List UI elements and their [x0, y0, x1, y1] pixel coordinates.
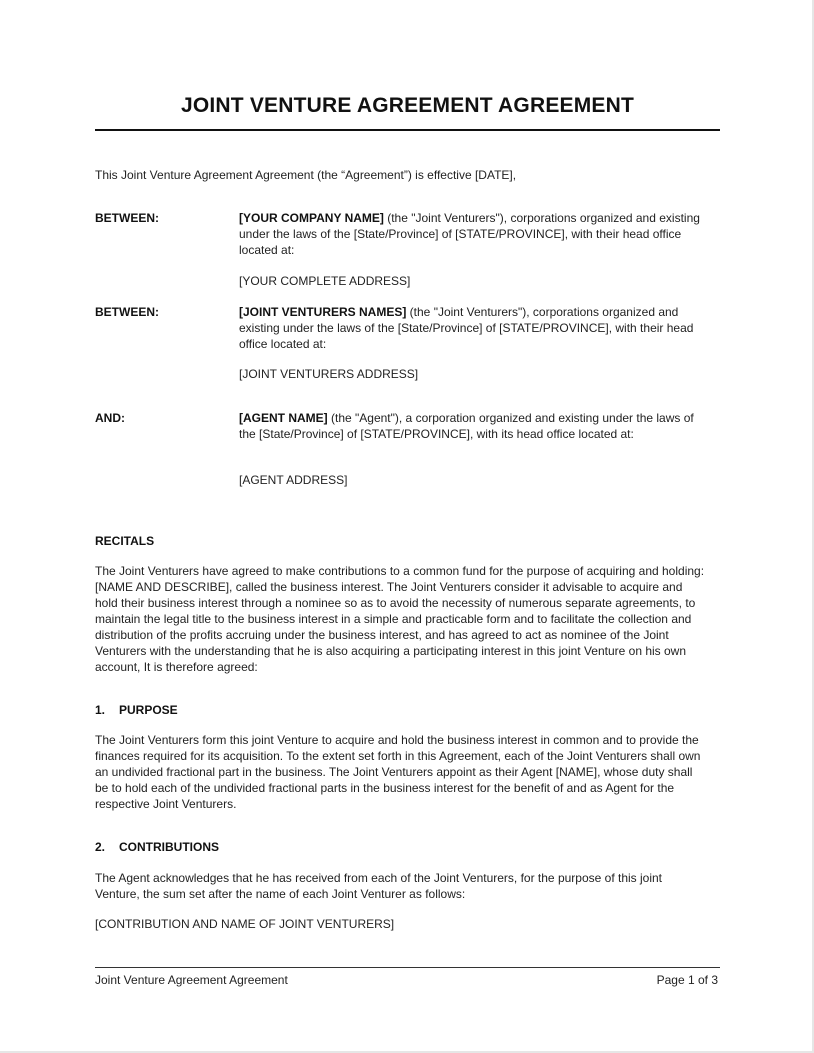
section-2-title: CONTRIBUTIONS: [119, 840, 219, 854]
party-2-label: BETWEEN:: [95, 305, 159, 319]
party-2-address: [JOINT VENTURERS ADDRESS]: [239, 367, 419, 381]
party-2-name: [JOINT VENTURERS NAMES]: [239, 305, 407, 319]
section-2-paragraph: The Agent acknowledges that he has received from each of the Joint Venturers, for the purpose of this joint Venture, the sum set after the name of each Joint Venturer as follows:: [95, 871, 663, 901]
party-1-text: (the "Joint Venturers"), corporations organized and existing under the laws of the [State/Province] of [STATE/PROVINCE], with their head office located at:: [239, 211, 700, 257]
party-3-text: (the "Agent"), a corporation organized and existing under the laws of the [State/Province] of [STATE/PROVINCE], with its head office located at:: [239, 411, 694, 441]
party-2-text: (the "Joint Venturers"), corporations organized and existing under the laws of the [State/Province] of [STATE/PROVINCE], with their head office located at:: [239, 305, 694, 351]
document-title: JOINT VENTURE AGREEMENT AGREEMENT: [180, 94, 635, 117]
party-2-description: [239, 304, 707, 352]
section-2-placeholder: [CONTRIBUTION AND NAME OF JOINT VENTURERS]: [95, 917, 395, 931]
section-1-heading: [95, 702, 178, 718]
section-1-number: 1.: [95, 703, 106, 717]
party-3-label: AND:: [95, 411, 125, 425]
footer-page-number: Page 1 of 3: [656, 973, 718, 987]
section-2-number: 2.: [95, 840, 106, 854]
footer-divider: [95, 967, 720, 968]
section-1-title: PURPOSE: [119, 703, 178, 717]
party-3-name: [AGENT NAME]: [239, 411, 328, 425]
party-1-label: BETWEEN:: [95, 211, 159, 225]
title-divider: [95, 129, 720, 131]
recitals-heading: RECITALS: [95, 534, 155, 548]
intro-paragraph: This Joint Venture Agreement Agreement (the “Agreement”) is effective [DATE],: [95, 168, 517, 182]
section-1-paragraph: The Joint Venturers form this joint Venture to acquire and hold the business interest in common and to provide the finances required for its acquisition. To the extent set forth in this Agreement, each of the Joint Venturers shall own an undivided fractional part in the business. The Joint Venturers appoint as their Agent [NAME], whose duty shall be to hold each of the undivided fractional parts in the business interest for the benefit of and as Agent for the respective Joint Venturers.: [95, 733, 701, 811]
party-1-name: [YOUR COMPANY NAME]: [239, 211, 384, 225]
party-3-description: [239, 410, 707, 442]
footer-document-name: Joint Venture Agreement Agreement: [95, 973, 288, 987]
party-1-description: [239, 210, 707, 258]
party-1-address: [YOUR COMPLETE ADDRESS]: [239, 274, 411, 288]
recitals-paragraph: The Joint Venturers have agreed to make contributions to a common fund for the purpose of acquiring and holding: [NAME AND DESCRIBE], called the business interest. The Joint Venturers consider it advisable to acquire and hold their business interest through a nominee so as to avoid the necessity of numerous separate agreements, to maintain the legal title to the business interest in a simple and practicable form and to facilitate the collection and distribution of the profits accruing under the business interest, and has agreed to act as nominee of the Joint Venturers with the understanding that he is also acquiring a participating interest in this joint Venture on his own account, It is therefore agreed:: [95, 564, 705, 674]
section-2-heading: [95, 839, 219, 855]
party-3-address: [AGENT ADDRESS]: [239, 473, 348, 487]
